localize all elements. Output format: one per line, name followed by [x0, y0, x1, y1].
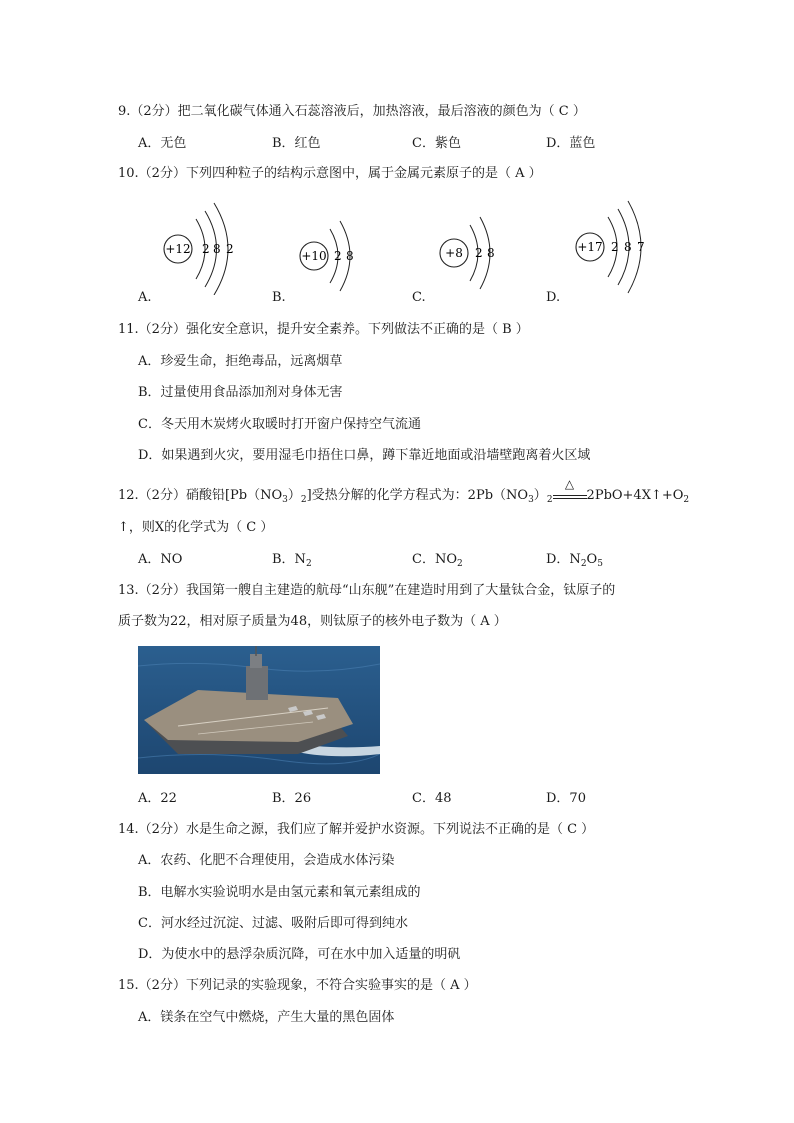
q12-option-c [412, 552, 463, 569]
shell-count: 2 [334, 249, 342, 263]
option-text: B．N [272, 552, 306, 567]
shell-count: 8 [487, 246, 495, 260]
q15-option-a: A．镁条在空气中燃烧，产生大量的黑色固体 [138, 1010, 395, 1025]
q13-stem-line2: 质子数为22，相对原子质量为48，则钛原子的核外电子数为（ A ） [118, 614, 507, 629]
q14-option-c: C．河水经过沉淀、过滤、吸附后即可得到纯水 [138, 916, 408, 931]
subscript: 3 [528, 495, 534, 505]
q10-option-d: D. [546, 290, 561, 305]
q9-option-d: D．蓝色 [546, 136, 596, 151]
q11-stem: 11.（2分）强化安全意识，提升安全素养。下列做法不正确的是（ B ） [118, 322, 529, 337]
shell-count: 7 [637, 240, 645, 254]
option-text: D．N [546, 552, 581, 567]
q9-option-c: C．紫色 [412, 136, 461, 151]
subscript: 2 [683, 495, 690, 505]
q9-option-b: B．红色 [272, 136, 321, 151]
nucleus-label: +8 [445, 246, 463, 260]
option-text: C．NO [412, 552, 457, 567]
subscript: 2 [546, 495, 553, 505]
shell-count: 2 [226, 242, 234, 256]
q13-option-a: A．22 [138, 791, 177, 806]
option-text: O [586, 552, 598, 567]
shell-count: 2 [202, 242, 210, 256]
q15-stem: 15.（2分）下列记录的实验现象，不符合实验事实的是（ A ） [118, 978, 477, 993]
q12-text: ） [287, 488, 301, 503]
subscript: 5 [597, 559, 603, 569]
q13-stem-line1: 13.（2分）我国第一艘自主建造的航母“山东舰”在建造时用到了大量钛合金，钛原子的 [118, 583, 616, 598]
shell-count: 8 [213, 242, 221, 256]
q12-text: 12.（2分）硝酸铅[Pb（NO [118, 488, 283, 503]
atom-diagram-d [576, 201, 645, 293]
q9-option-a: A．无色 [138, 136, 187, 151]
q11-option-a: A．珍爱生命，拒绝毒品，远离烟草 [138, 354, 343, 369]
q14-option-b: B．电解水实验说明水是由氢元素和氧元素组成的 [138, 885, 421, 900]
q10-option-a: A. [138, 290, 152, 305]
shell-count: 8 [346, 249, 354, 263]
q12-stem-line1 [118, 477, 690, 505]
q12-option-d [546, 552, 603, 569]
aircraft-carrier-illustration [138, 646, 380, 774]
subscript: 2 [580, 559, 587, 569]
nucleus-label: +10 [301, 249, 327, 263]
q12-stem-line2: ↑，则X的化学式为（ C ） [118, 520, 274, 535]
equals-sign [553, 495, 587, 499]
q12-option-b [272, 552, 312, 569]
shell-count: 2 [475, 246, 483, 260]
reaction-arrow [553, 477, 587, 499]
q14-option-a: A．农药、化肥不合理使用，会造成水体污染 [138, 853, 395, 868]
atom-diagrams [0, 195, 794, 295]
subscript: 2 [456, 559, 463, 569]
q11-option-c: C．冬天用木炭烤火取暖时打开窗户保持空气流通 [138, 417, 421, 432]
q10-option-c: C. [412, 290, 426, 305]
q12-text: 2PbO+4X↑+O [586, 488, 684, 503]
q13-option-c: C．48 [412, 791, 452, 806]
aircraft-carrier-photo [138, 646, 380, 774]
q12-text: ） [533, 488, 547, 503]
q12-text: ]受热分解的化学方程式为：2Pb（NO [306, 488, 529, 503]
q12-option-a: A．NO [138, 552, 183, 567]
q9-stem: 9.（2分）把二氧化碳气体通入石蕊溶液后，加热溶液，最后溶液的颜色为（ C ） [118, 104, 586, 119]
q11-option-d: D．如果遇到火灾，要用湿毛巾捂住口鼻，蹲下靠近地面或沿墙壁跑离着火区域 [138, 448, 591, 463]
atom-diagram-c [440, 217, 495, 289]
nucleus-label: +17 [577, 240, 603, 254]
subscript: 2 [300, 495, 307, 505]
nucleus-label: +12 [165, 242, 191, 256]
shell-count: 8 [624, 240, 632, 254]
subscript: 3 [282, 495, 288, 505]
atom-diagram-b [300, 221, 354, 291]
q10-stem: 10.（2分）下列四种粒子的结构示意图中，属于金属元素原子的是（ A ） [118, 166, 542, 181]
q10-option-b: B. [272, 290, 286, 305]
q13-option-b: B．26 [272, 791, 312, 806]
q14-stem: 14.（2分）水是生命之源，我们应了解并爱护水资源。下列说法不正确的是（ C ） [118, 822, 595, 837]
shell-count: 2 [611, 240, 619, 254]
q14-option-d: D．为使水中的悬浮杂质沉降，可在水中加入适量的明矾 [138, 947, 461, 962]
subscript: 2 [305, 559, 312, 569]
atom-diagram-a [164, 203, 234, 295]
q11-option-b: B．过量使用食品添加剂对身体无害 [138, 385, 343, 400]
heat-symbol: △ [564, 477, 575, 491]
q13-option-d: D．70 [546, 791, 586, 806]
